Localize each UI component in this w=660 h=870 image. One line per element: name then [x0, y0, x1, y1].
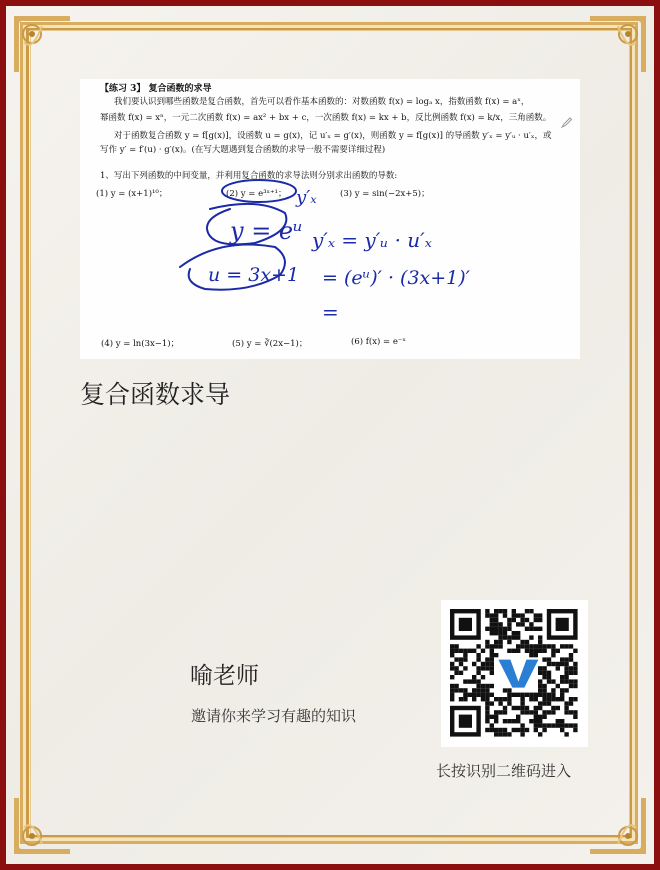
worksheet-image[interactable] [80, 79, 580, 359]
exercise-item: (3) y = sin(−2x+5)； [340, 189, 430, 199]
handwriting-text: = [322, 300, 339, 324]
qr-caption: 长按识别二维码进入 [436, 762, 572, 780]
ornament-corner-icon [586, 12, 650, 76]
handwriting-text: = (eᵘ)′ · (3x+1)′ [322, 267, 470, 289]
exercise-item: (4) y = ln(3x−1)； [101, 339, 180, 349]
exercise-item: (1) y = (x+1)¹⁰； [96, 189, 168, 199]
post-title: 复合函数求导 [80, 380, 231, 409]
worksheet-paragraph: 我们要认识到哪些函数是复合函数，首先可以看作基本函数的：对数函数 f(x) = logₐ x，指数函数 f(x) = aˣ， [114, 97, 530, 107]
handwriting-text: u = 3x+1 [208, 264, 300, 286]
worksheet-paragraph: 对于函数复合函数 y = f[g(x)]，设函数 u = g(x)，记 u′ₓ = g′(x)，则函数 y = f[g(x)] 的导函数 y′ₓ = y′ᵤ · u′ₓ，或 [114, 131, 552, 141]
ornament-corner-icon [10, 794, 74, 858]
handwriting-text: y′ₓ = y′ᵤ · u′ₓ [312, 228, 432, 252]
ornament-corner-icon [586, 794, 650, 858]
handwriting-layer [80, 79, 580, 359]
exercise-item: (2) y = e³ˣ⁺¹； [226, 189, 287, 199]
author-tagline: 邀请你来学习有趣的知识 [191, 707, 357, 725]
worksheet-task: 1、写出下列函数的中间变量，并利用复合函数的求导法则分别求出函数的导数: [100, 171, 398, 181]
worksheet-heading: 【练习 3】 复合函数的求导 [100, 84, 212, 94]
ornament-corner-icon [10, 12, 74, 76]
worksheet-paragraph: 幂函数 f(x) = xⁿ，一元二次函数 f(x) = ax² + bx + c，一次函数 f(x) = kx + b，反比例函数 f(x) = k/x，三角函数。 [100, 113, 552, 123]
qr-code[interactable] [441, 600, 588, 747]
exercise-item: (6) f(x) = e⁻ˣ [351, 337, 406, 347]
pencil-icon [561, 116, 573, 128]
handwriting-text: y = eᵘ [230, 217, 303, 245]
handwriting-text: y′ₓ [296, 187, 317, 208]
worksheet-paragraph: 写作 y′ = f′(u) · g′(x)。(在写大题遇到复合函数的求导一般不需要详细过程) [100, 145, 386, 155]
exercise-item: (5) y = ∛(2x−1)； [232, 339, 308, 349]
qr-code-icon [441, 600, 588, 747]
author-name: 喻老师 [190, 663, 259, 689]
